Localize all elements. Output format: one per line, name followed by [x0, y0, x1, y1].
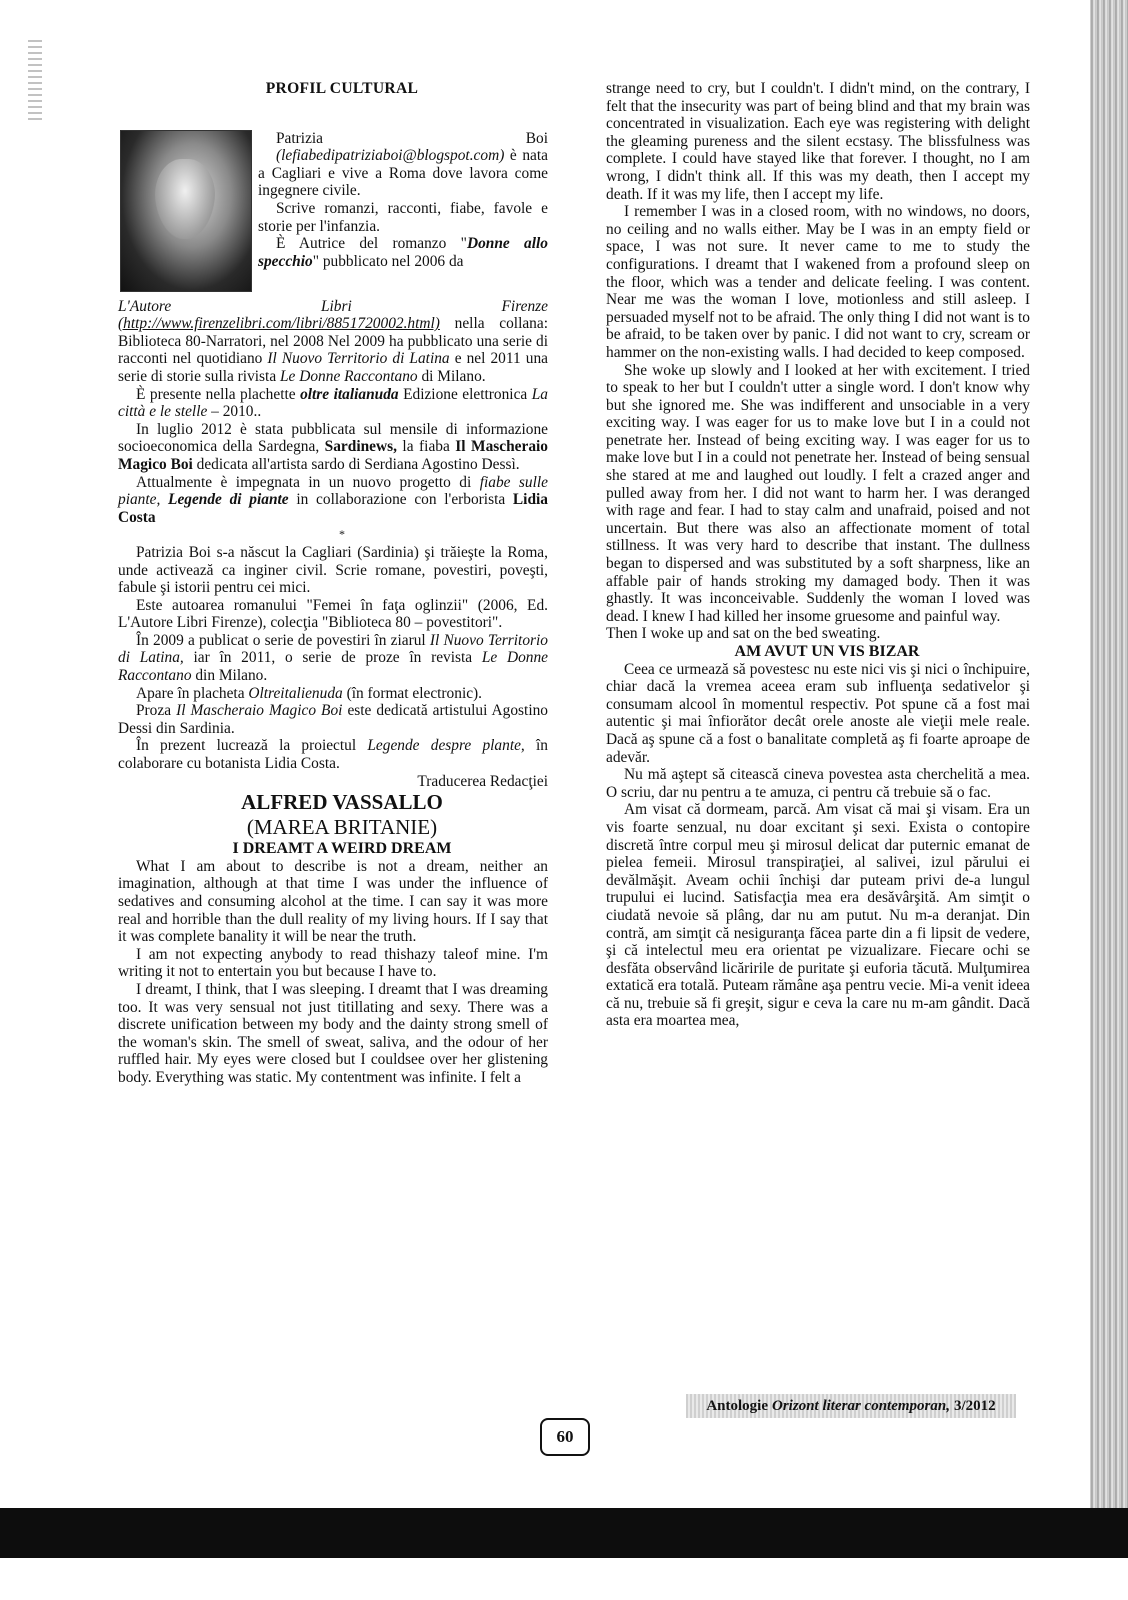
project-title-2: Legende di piante — [168, 491, 289, 509]
edition-title: La città e le stelle — [118, 385, 548, 421]
left-column — [118, 80, 548, 1087]
publisher-3: Firenze — [501, 297, 548, 315]
novel-title: Donne allo specchio — [258, 235, 548, 270]
bio-name-line — [258, 130, 548, 148]
magazine-title: Le Donne Raccontano — [280, 367, 418, 385]
bio-ro-newspaper: Il Nuovo Territorio di Latina, — [118, 631, 548, 667]
bio-ro-fable: Il Mascheraio Magico Boi — [176, 702, 343, 720]
bio-ro-p6 — [118, 737, 548, 772]
bio-ro-p4-b: (în format electronic). — [342, 684, 483, 702]
right-column — [606, 80, 1030, 1030]
author-bio-header — [118, 98, 548, 298]
bio-ro-p5-b: este dedicată artistului Agostino Dessi din Sardinia. — [118, 702, 548, 737]
bio-p1-text: è nata a Cagliari e vive a Roma dove lavora come ingegnere civile. — [258, 147, 548, 200]
bio-p3 — [258, 235, 548, 270]
bio-ro-p3-a: În 2009 a publicat o serie de povestiri în ziarul — [136, 631, 430, 649]
bio-p6-c: dedicata all'artista sardo di Serdiana Agostino Dessì. — [192, 455, 520, 473]
bio-p5-a: È presente nella plachette — [136, 385, 301, 403]
bio-p3-b: " pubblicato nel 2006 da — [312, 252, 464, 270]
section-heading: PROFIL CULTURAL — [265, 80, 419, 97]
bio-ro-p6-a: În prezent lucrează la proiectul — [136, 737, 368, 755]
bio-ro-p2: Este autoarea romanului "Femei în faţa oglinzii" (2006, Ed. L'Autore Libri Firenze), colecţia "Biblioteca 80 – povestitori". — [118, 596, 548, 632]
story-en-p4: I remember I was in a closed room, with no windows, no doors, no ceiling and no walls either. May be I was in an empty field or space, I was not sure. It never came to me to study the configurations. I dreamt that I wakened from a profound sleep on the floor, which was a tender and delicate feeling. I was content. Near me was the woman I love, motionless and still asleep. I persuaded myself not to be afraid. The only thing I did not want is to be afraid, to be taken over by panic. I did not want to cry, scream or hammer on the non-existing walls. I had decided to keep composed. — [606, 203, 1030, 361]
bio-ro-project: Legende despre plante, — [367, 737, 525, 755]
bio-ro-p3 — [118, 632, 548, 685]
story-ro-p2: Nu mă aştept să citească cineva povestea asta cherchelită a mea. O scriu, dar nu pentru a te amuza, ci pentru că trebuie să o fac. — [606, 766, 1030, 801]
sardinews-title: Sardinews, — [324, 438, 397, 456]
bio-p6-a: In luglio 2012 è stata pubblicata sul mensile di informazione socioeconomica della Sardegna, — [118, 420, 548, 456]
footer-publication-band — [686, 1394, 1016, 1418]
publisher-url-link[interactable]: (http://www.firenzelibri.com/libri/8851720002.html) — [118, 315, 440, 333]
story-ro-p3: Am visat că dormeam, parcă. Am visat că mai şi visam. Era un vis foarte senzual, nu doar excitant şi sexi. Exista o contopire discretă între corpul meu şi mirosul delicat dar puternic emanat de pielea femeii. Mirosul transpiraţiei, al salivei, izul părului ei devălmăşit. Aveam ochii închişi dar puteam privi de-a lungul trupului ei lucind. Satisfacţia mea era desăvârşită. Am simţit o ciudată nevoie să plâng, dar nu am putut. Nu m-a deranjat. Din contră, am simţit că nesiguranţa făcea parte din a fi lipsit de vedere, şi că intelectul meu era orientat pe vizualizare. Fiecare ochi se desfăta observând licăririle de puritate şi euforia tăcută. Mulţumirea extatică era totală. Puteam rămâne aşa pentru vecie. Mi-a venit ideea că nu, trebuie să fi greşit, sigur e ceva la care nu m-am gândit. Dacă asta era moartea mea, — [606, 801, 1030, 1030]
bio-ro-magazine: Le Donne Raccontano — [118, 649, 549, 685]
fable-title: Il Mascheraio Magico Boi — [118, 438, 548, 473]
footer-label-b: Orizont literar contemporan, — [772, 1397, 950, 1414]
bio-ro-p5 — [118, 702, 548, 737]
story-en-p3: I dreamt, I think, that I was sleeping. I dreamt that I was dreaming too. It was very sensual not just titillating and sexy. There was a discrete unification between my body and the dainty strong smell of the woman's skin. The smell of sweat, saliva, and the odour of her ruffled hair. My eyes were closed but I couldsee over her glistening body. Everything was static. My contentment was infinite. I felt a — [118, 980, 548, 1086]
bio-p5-c: – 2010.. — [207, 403, 262, 421]
herbalist-name: Lidia Costa — [118, 491, 548, 526]
bio-p1 — [258, 147, 548, 200]
story-en-p1: What I am about to describe is not a dream, neither an imagination, although at that time I was under the influence of sedatives and consuming alcohol at the time. I can say it was more real and horrible than the dull reality of my living hours. If I say that it was complete banality it will be near the truth. — [118, 857, 548, 946]
author-country: (MAREA BRITANIE) — [246, 815, 438, 840]
story-title-en: I DREAMT A WEIRD DREAM — [232, 840, 452, 858]
bio-p2: Scrive romanzi, racconti, fiabe, favole e storie per l'infanzia. — [258, 199, 548, 235]
project-title-1: fiabe sulle piante, — [118, 473, 548, 509]
bio-ro-p4 — [118, 685, 548, 703]
story-en-p5: She woke up slowly and I looked at her with excitement. I tried to speak to her but I couldn't utter a single word. I don't know why but she ignored me. She was indifferent and unsociable in a very exciting way. I was eager for us to make love but I in a could not penetrate her. Instead of being exciting way. I was eager for us to make love but I in a could not penetrate her. Instead of being sensual she stared at me and laughed out loudly. I felt a crazed anger and pulled away from her. I did not want to harm her. I was deranged with rage and fear. I had to stay calm and unafraid, poised and not uncertain. But there was also an affectionate moment of total stillness. It was very hard to describe that instant. The dullness began to dispersed and was substituted by a soft sharpness, like an affable pair of hands stroking my damaged body. Then it was ghastly. It was inconceivable. Suddenly the woman I loved was dead. I knew I had killed her insome gruesome and painful way. — [606, 361, 1030, 625]
bio-last-name: Boi — [525, 129, 548, 147]
page-number: 60 — [540, 1418, 590, 1456]
bio-p5 — [118, 386, 548, 421]
bio-p3-a: È Autrice del romanzo " — [276, 235, 467, 253]
bio-p7-b: in collaborazione con l'erborista — [288, 491, 513, 509]
bio-ro-p6-b: în colaborare cu botanista Lidia Costa. — [118, 737, 548, 773]
bio-p4 — [118, 315, 548, 385]
bio-ro-p1: Patrizia Boi s-a născut la Cagliari (Sardinia) şi trăieşte la Roma, unde activează ca inginer civil. Scrie romane, povestiri, poveşti, fabule şi istorii pentru cei mici. — [118, 543, 548, 597]
translation-credit: Traducerea Redacţiei — [417, 772, 548, 790]
page-binding-edge — [1090, 0, 1128, 1510]
bio-ro-p4-a: Apare în placheta — [136, 684, 249, 702]
story-en-last-line: Then I woke up and sat on the bed sweating. — [606, 625, 881, 643]
bio-ro-p5-a: Proza — [136, 702, 177, 720]
bio-intro — [258, 130, 548, 271]
footer-issue: 3/2012 — [953, 1397, 996, 1414]
story-en-p3-cont: strange need to cry, but I couldn't. I didn't mind, on the contrary, I felt that the insecurity was part of being blind and that my brain was concentrated in visualization. Each eye was registering with delight the gleaming pureness and the silent ecstasy. The blissfulness was complete. I could have stayed like that forever. I thought, no I am wrong, I didn't think all. If this was my death, then I accept my death. If it was my life, then I accept my life. — [606, 80, 1030, 203]
bio-ro-p3-c: din Milano. — [191, 667, 268, 685]
footer-label-a: Antologie — [706, 1397, 769, 1414]
bio-p4-a: nella collana: Biblioteca 80-Narratori, nel 2008 Nel 2009 ha pubblicato una serie di racconti nel quotidiano — [118, 315, 548, 368]
publisher-2: Libri — [320, 297, 352, 315]
bio-p4-b: e nel 2011 una serie di storie sulla rivista — [118, 350, 548, 385]
bio-ro-plachette: Oltreitalienuda — [248, 684, 343, 702]
bio-p6-b: la fiaba — [396, 438, 456, 456]
scan-bottom-bar — [0, 1508, 1128, 1558]
author-photo — [120, 130, 252, 292]
story-en-p2: I am not expecting anybody to read thishazy taleof mine. I'm writing it not to entertain you but because I have to. — [118, 945, 548, 981]
author-face — [155, 159, 215, 239]
bio-p7-a: Attualmente è impegnata in un nuovo progetto di — [136, 473, 480, 491]
publisher-1: L'Autore — [118, 297, 172, 315]
bio-p4-c: di Milano. — [417, 367, 486, 385]
story-title-ro: AM AVUT UN VIS BIZAR — [734, 643, 920, 660]
bio-p5-b: Edizione elettronica — [398, 385, 532, 403]
bio-first-name: Patrizia — [276, 129, 324, 147]
plachette-title: oltre italianuda — [300, 385, 399, 403]
newspaper-title: Il Nuovo Territorio di Latina — [267, 350, 450, 368]
bio-blog-link[interactable]: (lefiabedipatriziaboi@blogspot.com) — [276, 147, 505, 165]
section-separator: * — [339, 527, 345, 542]
publisher-line — [118, 298, 548, 316]
bio-p6 — [118, 421, 548, 474]
scan-artifact — [28, 40, 42, 120]
story-ro-p1: Ceea ce urmează să povestesc nu este nici vis şi nici o închipuire, chiar dacă la vremea aceea eram sub influenţa sedativelor şi consumam alcool în momentul respectiv. Pot spune că a fost mai autentic şi mai înfiorător decât orele anoste ale vieţii mele reale. Dacă aş spune că a fost o banalitate completă aş fi foarte aproape de adevăr. — [606, 660, 1030, 766]
author-name: ALFRED VASSALLO — [241, 790, 443, 815]
bio-ro-p3-b: iar în 2011, o serie de proze în revista — [183, 649, 482, 667]
bio-p7 — [118, 474, 548, 527]
